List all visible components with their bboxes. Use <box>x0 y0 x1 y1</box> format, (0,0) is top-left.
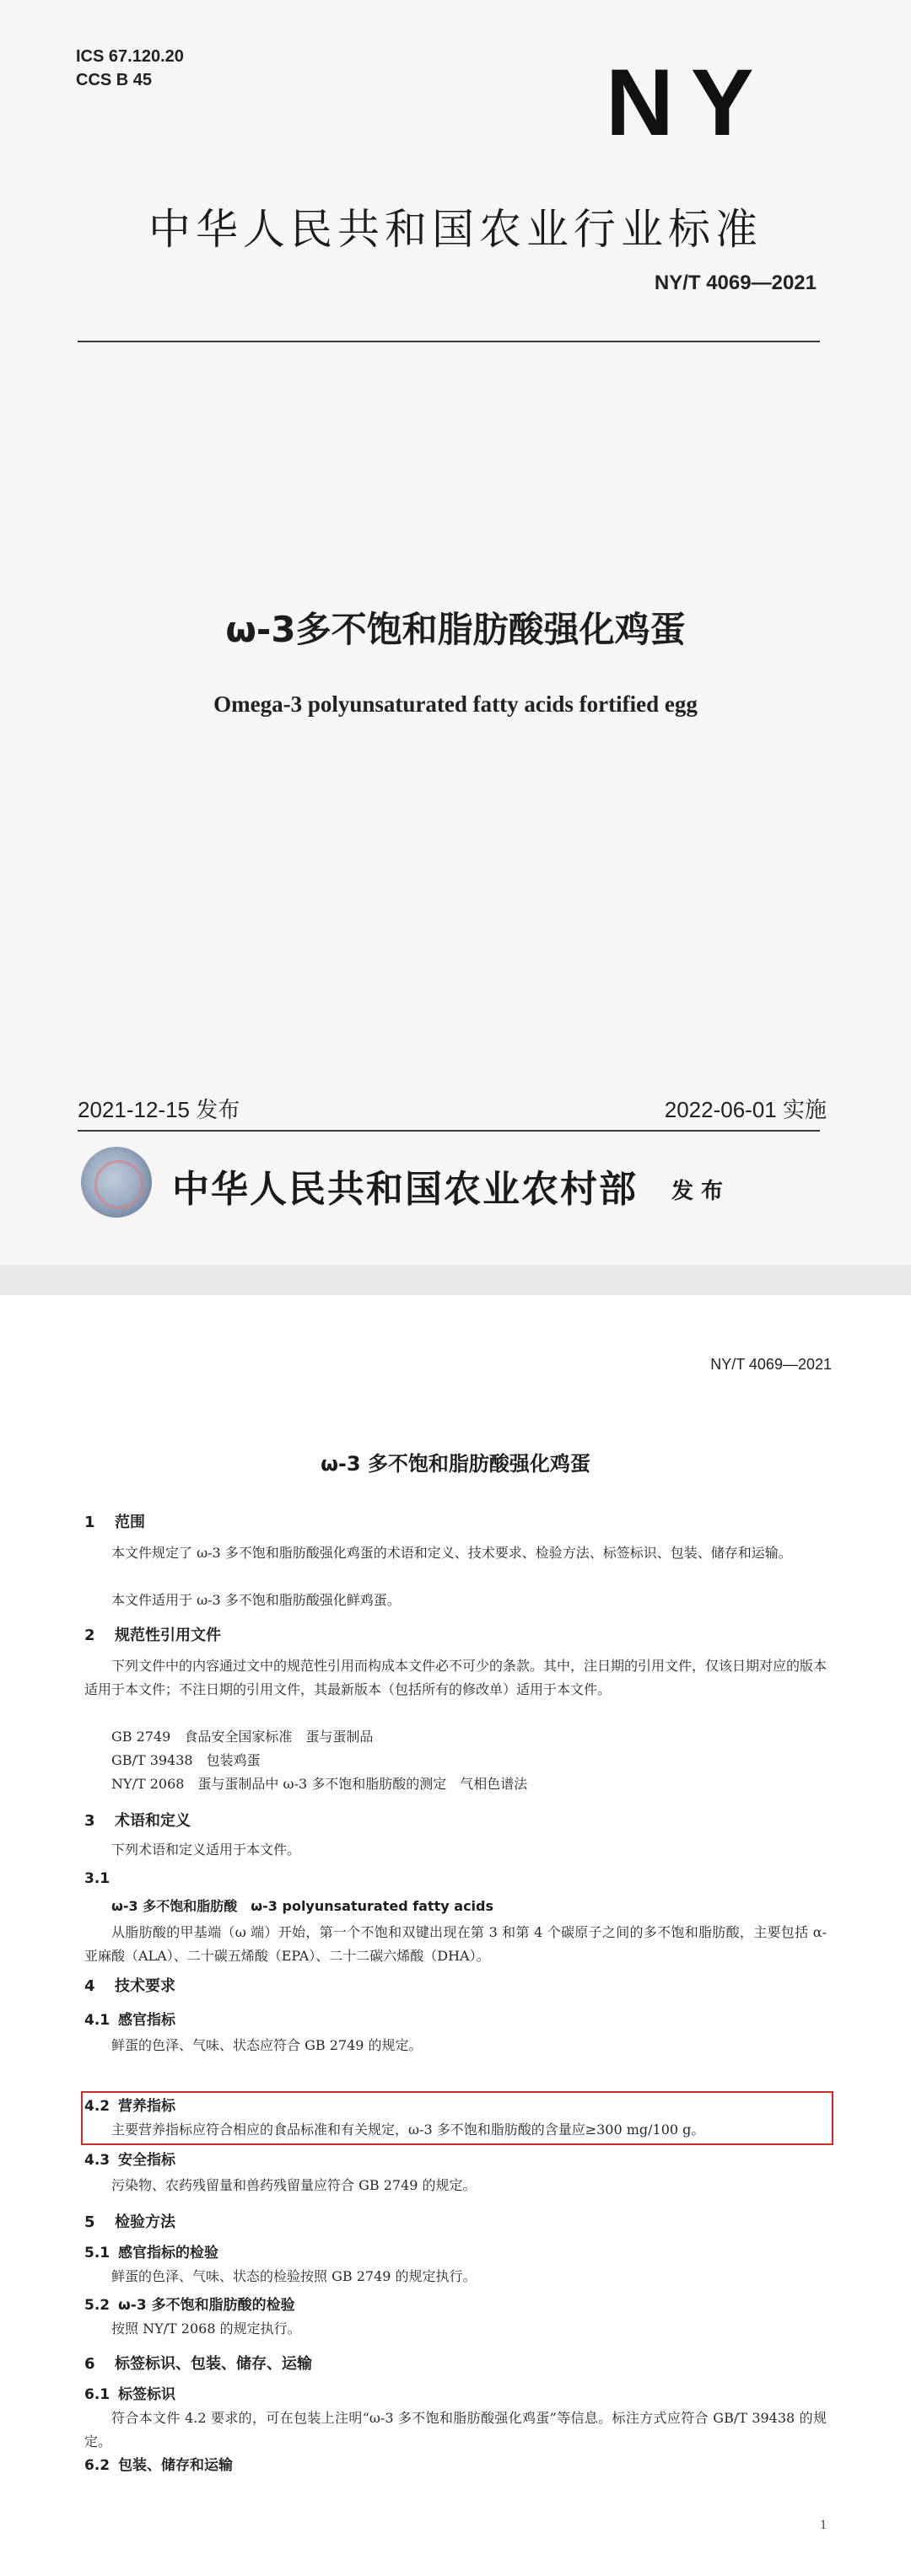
subsection-title: 安全指标 <box>118 2152 175 2169</box>
cover-page <box>0 0 911 1265</box>
subsection-4-2-heading <box>84 2096 827 2116</box>
subsection-number: 4.3 <box>84 2152 111 2169</box>
subsection-title: 包装、储存和运输 <box>118 2457 233 2474</box>
subsection-4-1-heading <box>84 2010 827 2030</box>
subsection-5-2-para: 按照 NY/T 2068 的规定执行。 <box>111 2321 301 2337</box>
section-1-para-1: 本文件规定了 ω-3 多不饱和脂肪酸强化鸡蛋的术语和定义、技术要求、检验方法、标签标识、包装、储存和运输。 <box>111 1545 792 1561</box>
reference-item: GB 2749 食品安全国家标准 蛋与蛋制品 <box>111 1729 374 1745</box>
section-number: 6 <box>84 2355 95 2373</box>
page-number: 1 <box>820 2518 827 2532</box>
section-5-heading <box>84 2213 827 2233</box>
subsection-number: 5.2 <box>84 2297 111 2314</box>
subsection-6-1-para: 符合本文件 4.2 要求的，可在包装上注明“ω-3 多不饱和脂肪酸强化鸡蛋”等信息。标注方式应符合 GB/T 39438 的规定。 <box>84 2410 827 2450</box>
ny-logo-mark: NY <box>606 50 771 155</box>
publish-date: 2021-12-15 发布 <box>78 1097 240 1122</box>
ministry-name: 中华人民共和国农业农村部 <box>172 1168 638 1211</box>
subsection-3-1-number: 3.1 <box>84 1870 111 1887</box>
ministry-publish-label: 发 布 <box>671 1179 724 1204</box>
subsection-title: 感官指标 <box>118 2012 175 2029</box>
section-2-heading <box>84 1626 827 1646</box>
section-number: 3 <box>84 1812 95 1830</box>
page-title: ω-3 多不饱和脂肪酸强化鸡蛋 <box>321 1452 590 1476</box>
implement-date: 2022-06-01 实施 <box>664 1097 827 1122</box>
subsection-6-1-heading <box>84 2385 827 2405</box>
section-number: 1 <box>84 1514 95 1531</box>
subsection-5-1-para: 鲜蛋的色泽、气味、状态的检验按照 GB 2749 的规定执行。 <box>111 2268 477 2284</box>
section-title: 规范性引用文件 <box>115 1627 221 1644</box>
reference-item: GB/T 39438 包装鸡蛋 <box>111 1752 261 1768</box>
subsection-5-2-heading <box>84 2295 827 2315</box>
subsection-4-3-para: 污染物、农药残留量和兽药残留量应符合 GB 2749 的规定。 <box>111 2177 477 2193</box>
section-title: 技术要求 <box>115 1977 175 1995</box>
term-definition: 从脂肪酸的甲基端（ω 端）开始，第一个不饱和双键出现在第 3 和第 4 个碳原子之间的多不饱和脂肪酸，主要包括 α-亚麻酸（ALA）、二十碳五烯酸（EPA）、二十二碳六烯酸（DHA）。 <box>84 1924 827 1964</box>
subsection-4-2-para: 主要营养指标应符合相应的食品标准和有关规定，ω-3 多不饱和脂肪酸的含量应≥300 mg/100 g。 <box>111 2122 705 2138</box>
document-title-en: Omega-3 polyunsaturated fatty acids fortified egg <box>213 691 698 717</box>
page-gap <box>0 1265 911 1295</box>
section-6-heading <box>84 2354 827 2374</box>
subsection-6-2-heading <box>84 2455 827 2476</box>
subsection-number: 6.1 <box>84 2386 111 2403</box>
section-4-heading <box>84 1976 827 1997</box>
subsection-title: 标签标识 <box>118 2386 175 2403</box>
term-heading: ω-3 多不饱和脂肪酸 ω-3 polyunsaturated fatty acids <box>111 1898 494 1914</box>
section-number: 5 <box>84 2213 95 2231</box>
document-title-cn: ω-3多不饱和脂肪酸强化鸡蛋 <box>225 609 686 650</box>
subsection-5-1-heading <box>84 2243 827 2263</box>
content-page <box>0 1295 911 2576</box>
section-3-para-1: 下列术语和定义适用于本文件。 <box>111 1842 301 1858</box>
page-header-code: NY/T 4069—2021 <box>710 1356 832 1373</box>
ics-code: ICS 67.120.20 <box>76 47 184 66</box>
section-title: 术语和定义 <box>115 1812 191 1830</box>
section-2-para-1: 下列文件中的内容通过文中的规范性引用而构成本文件必不可少的条款。其中，注日期的引用文件，仅该日期对应的版本适用于本文件；不注日期的引用文件，其最新版本（包括所有的修改单）适用于本文件。 <box>84 1658 827 1697</box>
subsection-title: 感官指标的检验 <box>118 2245 218 2261</box>
section-title: 检验方法 <box>115 2213 175 2231</box>
standard-title: 中华人民共和国农业行业标准 <box>148 205 763 254</box>
subsection-title: ω-3 多不饱和脂肪酸的检验 <box>118 2297 295 2314</box>
subsection-number: 4.2 <box>84 2098 111 2115</box>
section-1-para-2: 本文件适用于 ω-3 多不饱和脂肪酸强化鲜鸡蛋。 <box>111 1592 401 1608</box>
subsection-4-1-para: 鲜蛋的色泽、气味、状态应符合 GB 2749 的规定。 <box>111 2037 423 2053</box>
reference-item: NY/T 2068 蛋与蛋制品中 ω-3 多不饱和脂肪酸的测定 气相色谱法 <box>111 1776 528 1792</box>
subsection-number: 5.1 <box>84 2245 111 2261</box>
section-number: 4 <box>84 1977 95 1995</box>
ministry-seal-icon <box>81 1147 152 1218</box>
standard-code: NY/T 4069—2021 <box>654 272 817 294</box>
section-title: 标签标识、包装、储存、运输 <box>115 2355 312 2373</box>
subsection-number: 6.2 <box>84 2457 111 2474</box>
divider-bottom <box>78 1130 820 1132</box>
section-number: 2 <box>84 1627 95 1644</box>
subsection-number: 4.1 <box>84 2012 111 2029</box>
subsection-4-3-heading <box>84 2150 827 2170</box>
section-3-heading <box>84 1811 827 1831</box>
section-1-heading <box>84 1513 827 1533</box>
ccs-code: CCS B 45 <box>76 71 153 89</box>
subsection-title: 营养指标 <box>118 2098 175 2115</box>
divider-top <box>78 341 820 342</box>
section-title: 范围 <box>115 1514 145 1531</box>
